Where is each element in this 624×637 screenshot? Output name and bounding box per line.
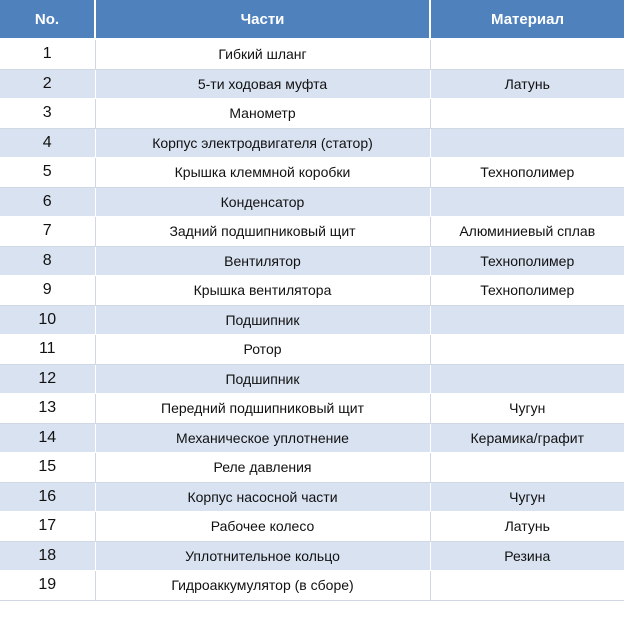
table-row — [0, 99, 624, 129]
row-material: Технополимер — [430, 246, 624, 276]
row-part-name: Корпус электродвигателя (статор) — [95, 128, 430, 158]
table-row — [0, 305, 624, 335]
table-row — [0, 217, 624, 247]
table-row — [0, 335, 624, 365]
row-material: Керамика/графит — [430, 423, 624, 453]
row-number: 12 — [0, 364, 95, 394]
table-row — [0, 453, 624, 483]
row-part-name: Манометр — [95, 99, 430, 129]
row-number: 4 — [0, 128, 95, 158]
row-material: Алюминиевый сплав — [430, 217, 624, 247]
row-material: Латунь — [430, 69, 624, 99]
row-number: 7 — [0, 217, 95, 247]
row-part-name: Реле давления — [95, 453, 430, 483]
row-part-name: Ротор — [95, 335, 430, 365]
row-part-name: Подшипник — [95, 305, 430, 335]
row-material: Чугун — [430, 394, 624, 424]
table-row — [0, 482, 624, 512]
header-no: No. — [0, 0, 95, 39]
row-part-name: Уплотнительное кольцо — [95, 541, 430, 571]
table-row — [0, 246, 624, 276]
row-number: 3 — [0, 99, 95, 129]
row-part-name: Конденсатор — [95, 187, 430, 217]
row-material: Технополимер — [430, 158, 624, 188]
header-row — [0, 0, 624, 39]
row-number: 2 — [0, 69, 95, 99]
table-row — [0, 512, 624, 542]
row-material: Чугун — [430, 482, 624, 512]
table-row — [0, 128, 624, 158]
row-number: 6 — [0, 187, 95, 217]
row-material — [430, 128, 624, 158]
row-material — [430, 99, 624, 129]
row-part-name: Крышка клеммной коробки — [95, 158, 430, 188]
row-number: 15 — [0, 453, 95, 483]
row-part-name: Подшипник — [95, 364, 430, 394]
row-number: 16 — [0, 482, 95, 512]
row-number: 11 — [0, 335, 95, 365]
row-material — [430, 453, 624, 483]
row-number: 9 — [0, 276, 95, 306]
table-row — [0, 69, 624, 99]
row-part-name: Крышка вентилятора — [95, 276, 430, 306]
row-material: Латунь — [430, 512, 624, 542]
row-part-name: 5-ти ходовая муфта — [95, 69, 430, 99]
row-material: Технополимер — [430, 276, 624, 306]
row-number: 8 — [0, 246, 95, 276]
row-material — [430, 187, 624, 217]
row-material — [430, 305, 624, 335]
row-number: 14 — [0, 423, 95, 453]
row-part-name: Гибкий шланг — [95, 39, 430, 69]
row-material — [430, 39, 624, 69]
table-row — [0, 423, 624, 453]
row-part-name: Механическое уплотнение — [95, 423, 430, 453]
row-part-name: Вентилятор — [95, 246, 430, 276]
row-number: 13 — [0, 394, 95, 424]
row-material — [430, 571, 624, 601]
row-material — [430, 335, 624, 365]
row-part-name: Рабочее колесо — [95, 512, 430, 542]
table-row — [0, 571, 624, 601]
row-part-name: Задний подшипниковый щит — [95, 217, 430, 247]
row-number: 17 — [0, 512, 95, 542]
table-row — [0, 276, 624, 306]
table-row — [0, 39, 624, 69]
row-part-name: Корпус насосной части — [95, 482, 430, 512]
header-material: Материал — [430, 0, 624, 39]
row-number: 18 — [0, 541, 95, 571]
table-body — [0, 39, 624, 600]
row-number: 10 — [0, 305, 95, 335]
table-row — [0, 364, 624, 394]
table-row — [0, 541, 624, 571]
row-number: 1 — [0, 39, 95, 69]
row-number: 5 — [0, 158, 95, 188]
row-material — [430, 364, 624, 394]
table-row — [0, 187, 624, 217]
table-header — [0, 0, 624, 39]
table-row — [0, 158, 624, 188]
row-part-name: Передний подшипниковый щит — [95, 394, 430, 424]
row-material: Резина — [430, 541, 624, 571]
header-part: Части — [95, 0, 430, 39]
row-part-name: Гидроаккумулятор (в сборе) — [95, 571, 430, 601]
row-number: 19 — [0, 571, 95, 601]
table-row — [0, 394, 624, 424]
